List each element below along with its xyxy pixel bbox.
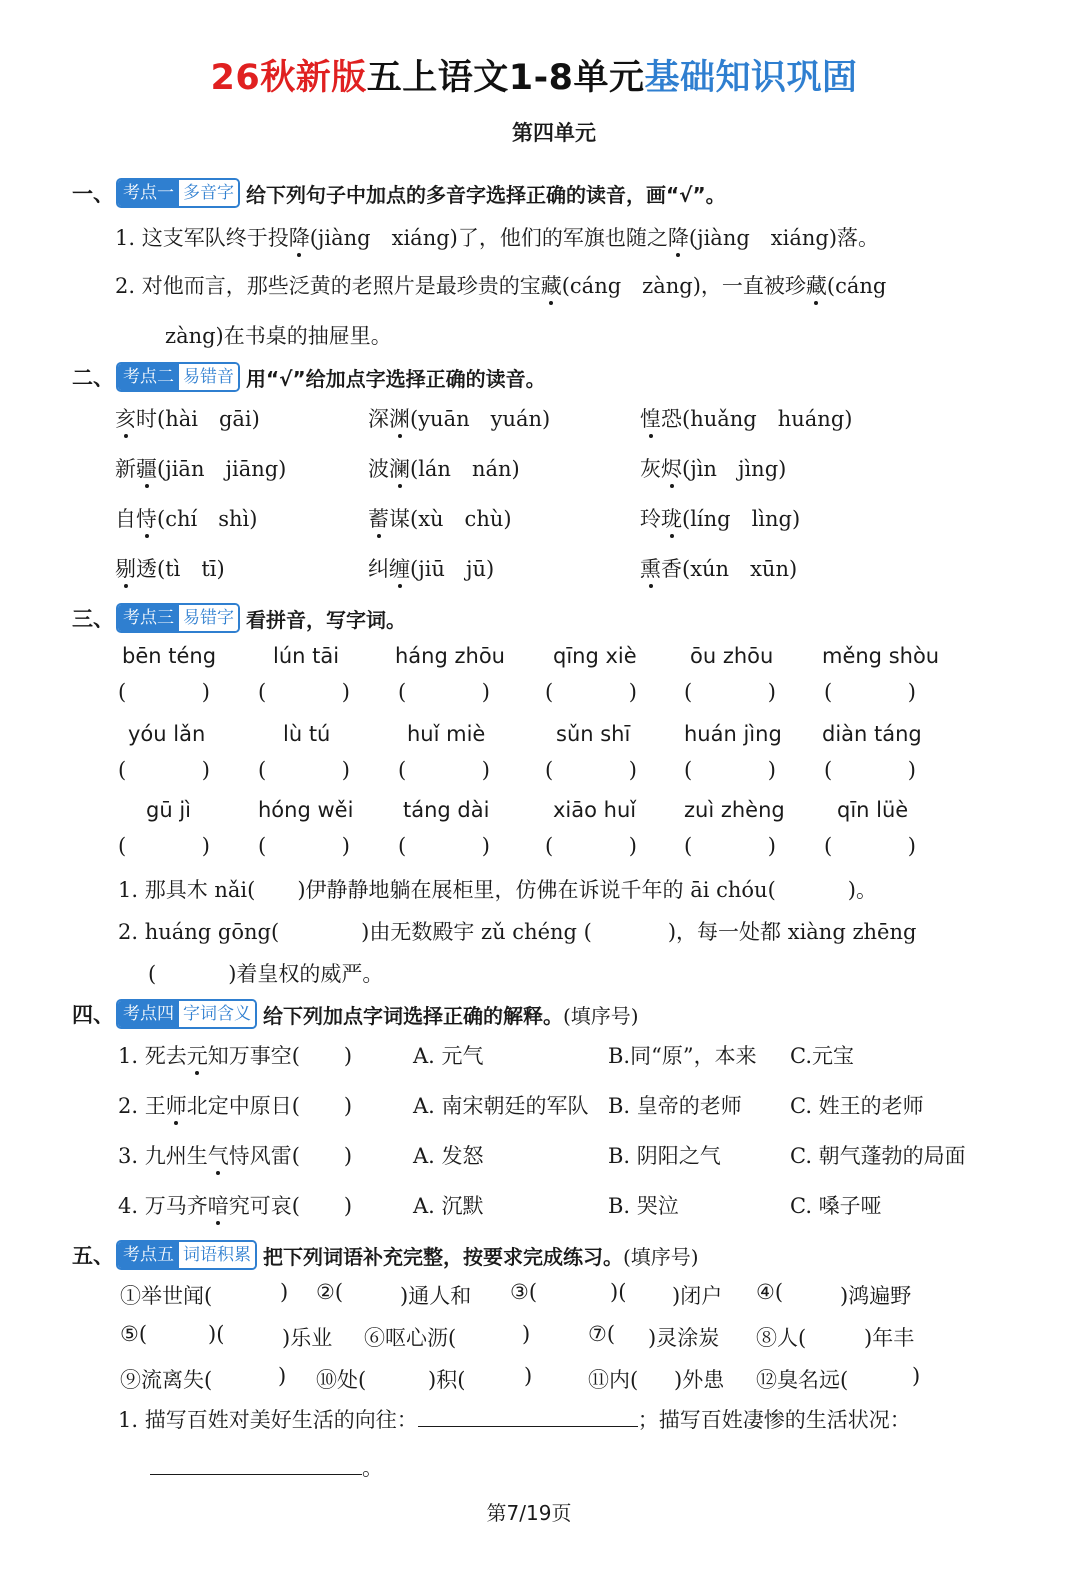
idiom-fragment: ④( bbox=[756, 1280, 784, 1304]
text: 究可哀( bbox=[228, 1194, 300, 1218]
pinyin-word: lún tāi bbox=[273, 644, 340, 668]
dotted-char: 气 bbox=[207, 1144, 229, 1168]
pronunciation-item bbox=[115, 553, 225, 583]
pronunciation-item bbox=[115, 403, 260, 433]
char: 自 bbox=[115, 507, 136, 531]
bracket-right: ) bbox=[767, 758, 776, 782]
pinyin-word: háng zhōu bbox=[395, 644, 505, 668]
pinyin-word: huán jìng bbox=[684, 722, 782, 746]
answer-box[interactable] bbox=[824, 758, 916, 788]
pinyin-word: bēn téng bbox=[122, 644, 217, 668]
pinyin-word: sǔn shī bbox=[556, 722, 631, 746]
s1-question-2-cont: zàng)在书桌的抽屉里。 bbox=[165, 324, 392, 348]
section-4-header bbox=[72, 997, 639, 1031]
idiom-fragment: ③( bbox=[510, 1280, 538, 1304]
option-a: A. 沉默 bbox=[413, 1194, 484, 1218]
section-number: 四、 bbox=[72, 1003, 114, 1027]
option-a: A. 南宋朝廷的军队 bbox=[413, 1094, 589, 1118]
bracket-left: ( bbox=[824, 834, 833, 858]
bracket-left: ( bbox=[258, 680, 267, 704]
pronunciation-item bbox=[640, 553, 797, 583]
option-a: A. 元气 bbox=[413, 1044, 484, 1068]
pinyin-word: qīn lüè bbox=[837, 798, 909, 822]
section-instruction: 用“√”给加点字选择正确的读音。 bbox=[246, 366, 546, 391]
idiom-fragment: ⑩处( bbox=[316, 1368, 367, 1392]
bracket-right: ) bbox=[201, 758, 210, 782]
page-number: 第7/19页 bbox=[486, 1501, 572, 1525]
answer-box[interactable] bbox=[118, 758, 210, 788]
bracket-right: ) bbox=[481, 680, 490, 704]
pinyin-word: xiāo huǐ bbox=[553, 798, 637, 822]
idiom-fragment: )闭户 bbox=[672, 1284, 723, 1308]
char: 波 bbox=[368, 457, 389, 481]
answer-box[interactable] bbox=[118, 834, 210, 864]
bracket-left: ( bbox=[545, 758, 554, 782]
idiom-fragment: )通人和 bbox=[400, 1284, 472, 1308]
answer-box[interactable] bbox=[258, 758, 350, 788]
pinyin-options: (jiān jiāng) bbox=[157, 457, 287, 481]
option-b: B.同“原”，本来 bbox=[608, 1044, 757, 1068]
dotted-char: 蓄 bbox=[368, 507, 389, 531]
bracket-left: ( bbox=[824, 680, 833, 704]
idiom-fragment: )年丰 bbox=[864, 1326, 915, 1350]
idiom-fragment: ⑪内( bbox=[588, 1368, 639, 1392]
pronunciation-item bbox=[640, 503, 800, 533]
section-instruction: 看拼音，写字词。 bbox=[246, 607, 406, 632]
bracket-right: ) bbox=[628, 680, 637, 704]
bracket-right: ) bbox=[907, 680, 916, 704]
text: 北定中原日( bbox=[186, 1094, 300, 1118]
dotted-char: 澜 bbox=[389, 457, 410, 481]
dotted-char: 疆 bbox=[136, 457, 157, 481]
bracket-left: ( bbox=[258, 758, 267, 782]
bracket-right: ) bbox=[628, 834, 637, 858]
dotted-char: 熏 bbox=[640, 557, 661, 581]
section-1-header bbox=[72, 176, 726, 210]
bracket-left: ( bbox=[118, 680, 127, 704]
text: 4. 万马齐 bbox=[118, 1194, 208, 1218]
pinyin-word: diàn táng bbox=[822, 722, 922, 746]
pinyin-word: hóng wěi bbox=[258, 798, 354, 822]
option-c: C. 朝气蓬勃的局面 bbox=[790, 1144, 966, 1168]
pinyin-options: (jiū jū) bbox=[410, 557, 495, 581]
pinyin-options: 恐(huǎng huáng) bbox=[661, 407, 853, 431]
meaning-question bbox=[118, 1190, 352, 1220]
idiom-fragment: )积( bbox=[428, 1368, 466, 1392]
text: ) bbox=[343, 1194, 353, 1218]
idiom-fragment: )( bbox=[610, 1280, 627, 1304]
pinyin-word: qīng xiè bbox=[553, 644, 637, 668]
bracket-right: ) bbox=[907, 758, 916, 782]
idiom-fragment: ⑥呕心沥( bbox=[364, 1326, 457, 1350]
bracket-right: ) bbox=[481, 758, 490, 782]
section-2-header bbox=[72, 360, 546, 394]
answer-blank[interactable] bbox=[418, 1426, 638, 1427]
bracket-right: ) bbox=[201, 834, 210, 858]
bracket-left: ( bbox=[118, 834, 127, 858]
dotted-char: 渊 bbox=[389, 407, 410, 431]
char: 玲 bbox=[640, 507, 661, 531]
option-c: C. 姓王的老师 bbox=[790, 1094, 924, 1118]
text: ) bbox=[343, 1094, 353, 1118]
pinyin-options: (yuān yuán) bbox=[410, 407, 551, 431]
dotted-char: 喑 bbox=[207, 1194, 229, 1218]
topic-tag: 考点三 易错字 bbox=[116, 603, 240, 633]
answer-box[interactable] bbox=[684, 834, 776, 864]
dotted-char: 师 bbox=[165, 1094, 187, 1118]
char: 深 bbox=[368, 407, 389, 431]
bracket-right: ) bbox=[767, 680, 776, 704]
pinyin-options: (jìn jìng) bbox=[682, 457, 787, 481]
bracket-right: ) bbox=[341, 680, 350, 704]
idiom-fragment: )乐业 bbox=[282, 1326, 333, 1350]
bracket-left: ( bbox=[258, 834, 267, 858]
title-edition: 26秋新版 bbox=[210, 58, 367, 98]
dotted-char: 藏 bbox=[540, 274, 562, 298]
dotted-char: 降 bbox=[288, 226, 310, 250]
pronunciation-item bbox=[368, 503, 512, 533]
pinyin-options: 时(hài gāi) bbox=[136, 407, 260, 431]
title-subject: 五上语文1-8单元 bbox=[366, 58, 645, 98]
section-number: 二、 bbox=[72, 366, 114, 390]
s3-question-2: 2. huáng gōng( )由无数殿宇 zǔ chéng ( )，每一处都 xiàng zhēng bbox=[118, 920, 917, 944]
answer-box[interactable] bbox=[118, 680, 210, 710]
idiom-fragment: )灵涂炭 bbox=[648, 1326, 720, 1350]
pronunciation-item bbox=[115, 503, 257, 533]
bracket-left: ( bbox=[398, 758, 407, 782]
idiom-fragment: ⑧人( bbox=[756, 1326, 807, 1350]
topic-tag: 考点二 易错音 bbox=[116, 362, 240, 392]
text: ) bbox=[343, 1044, 353, 1068]
answer-box[interactable] bbox=[824, 834, 916, 864]
bracket-left: ( bbox=[684, 758, 693, 782]
pinyin-word: ōu zhōu bbox=[690, 644, 774, 668]
section-instruction-note: (填序号) bbox=[563, 1003, 639, 1028]
char: 灰 bbox=[640, 457, 661, 481]
answer-box[interactable] bbox=[684, 758, 776, 788]
title-topic: 基础知识巩固 bbox=[644, 58, 858, 98]
option-b: B. 阴阳之气 bbox=[608, 1144, 721, 1168]
topic-tag: 考点五 词语积累 bbox=[116, 1240, 257, 1270]
pinyin-word: gū jì bbox=[146, 798, 191, 822]
section-instruction: 给下列加点字词选择正确的解释。 bbox=[263, 1003, 563, 1028]
section-number: 五、 bbox=[72, 1244, 114, 1268]
idiom-fragment: ) bbox=[522, 1322, 531, 1346]
s5-question-1-cont: 。 bbox=[150, 1452, 383, 1482]
pinyin-word: měng shòu bbox=[822, 644, 940, 668]
section-5-header bbox=[72, 1238, 699, 1272]
pinyin-word: zuì zhèng bbox=[684, 798, 785, 822]
text: 3. 九州生 bbox=[118, 1144, 208, 1168]
s1-question-1: 1. 这支军队终于投降(jiàng xiáng)了，他们的军旗也随之降(jiàng xiáng)落。 bbox=[115, 226, 880, 250]
text: 知万事空( bbox=[207, 1044, 300, 1068]
section-instruction: 给下列句子中加点的多音字选择正确的读音，画“√”。 bbox=[246, 182, 726, 207]
dotted-char: 藏 bbox=[805, 274, 827, 298]
char: 新 bbox=[115, 457, 136, 481]
idiom-fragment: ①举世闻( bbox=[120, 1284, 213, 1308]
text: 恃风雷( bbox=[228, 1144, 300, 1168]
idiom-fragment: ⑤( bbox=[120, 1322, 148, 1346]
topic-tag: 考点四 字词含义 bbox=[116, 999, 257, 1029]
bracket-left: ( bbox=[824, 758, 833, 782]
s1-question-2: 2. 对他而言，那些泛黄的老照片是最珍贵的宝藏(cáng zàng)，一直被珍藏(cáng bbox=[115, 274, 887, 298]
option-b: B. 哭泣 bbox=[608, 1194, 679, 1218]
page-title bbox=[0, 50, 1068, 100]
idiom-fragment: )( bbox=[208, 1322, 225, 1346]
bracket-left: ( bbox=[545, 834, 554, 858]
pronunciation-item bbox=[368, 453, 520, 483]
pinyin-options: 谋(xù chù) bbox=[389, 507, 512, 531]
pinyin-options: 透(tì tī) bbox=[136, 557, 225, 581]
char: 纠 bbox=[368, 557, 389, 581]
bracket-right: ) bbox=[907, 834, 916, 858]
answer-box[interactable] bbox=[684, 680, 776, 710]
unit-title: 第四单元 bbox=[512, 121, 596, 145]
dotted-char: 珑 bbox=[661, 507, 682, 531]
dotted-char: 惶 bbox=[640, 407, 661, 431]
meaning-question bbox=[118, 1140, 352, 1170]
pinyin-word: táng dài bbox=[403, 798, 490, 822]
answer-box[interactable] bbox=[398, 758, 490, 788]
idiom-fragment: )外患 bbox=[674, 1368, 725, 1392]
text: 1. 死去 bbox=[118, 1044, 187, 1068]
meaning-question bbox=[118, 1040, 352, 1070]
idiom-fragment: ⑦( bbox=[588, 1322, 616, 1346]
pronunciation-item bbox=[368, 553, 494, 583]
bracket-left: ( bbox=[118, 758, 127, 782]
dotted-char: 缠 bbox=[389, 557, 410, 581]
idiom-fragment: ) bbox=[280, 1280, 289, 1304]
bracket-right: ) bbox=[481, 834, 490, 858]
bracket-left: ( bbox=[684, 680, 693, 704]
s5-question-1: 1. 描写百姓对美好生活的向往： ；描写百姓凄惨的生活状况： bbox=[118, 1408, 911, 1432]
bracket-left: ( bbox=[398, 680, 407, 704]
bracket-right: ) bbox=[767, 834, 776, 858]
dotted-char: 剔 bbox=[115, 557, 136, 581]
pinyin-options: (lán nán) bbox=[410, 457, 520, 481]
bracket-right: ) bbox=[341, 758, 350, 782]
answer-box[interactable] bbox=[545, 834, 637, 864]
s3-question-2-cont: ( )着皇权的威严。 bbox=[148, 962, 384, 986]
idiom-fragment: ) bbox=[912, 1364, 921, 1388]
pinyin-word: yóu lǎn bbox=[128, 722, 206, 746]
pronunciation-item bbox=[640, 403, 852, 433]
answer-box[interactable] bbox=[258, 680, 350, 710]
section-instruction: 把下列词语补充完整，按要求完成练习。 bbox=[263, 1244, 623, 1269]
option-c: C.元宝 bbox=[790, 1044, 854, 1068]
answer-box[interactable] bbox=[545, 758, 637, 788]
s3-question-1: 1. 那具木 nǎi( )伊静静地躺在展柜里，仿佛在诉说千年的 āi chóu( )。 bbox=[118, 878, 877, 902]
idiom-fragment: ⑫臭名远( bbox=[756, 1368, 849, 1392]
section-number: 一、 bbox=[72, 182, 114, 206]
pinyin-options: 香(xún xūn) bbox=[661, 557, 798, 581]
idiom-fragment: ⑨流离失( bbox=[120, 1368, 213, 1392]
answer-box[interactable] bbox=[824, 680, 916, 710]
text: ) bbox=[343, 1144, 353, 1168]
pinyin-word: lù tú bbox=[283, 722, 331, 746]
dotted-char: 元 bbox=[186, 1044, 208, 1068]
bracket-right: ) bbox=[628, 758, 637, 782]
meaning-question bbox=[118, 1090, 352, 1120]
bracket-left: ( bbox=[398, 834, 407, 858]
dotted-char: 恃 bbox=[136, 507, 157, 531]
idiom-fragment: )鸿遍野 bbox=[840, 1284, 912, 1308]
bracket-right: ) bbox=[201, 680, 210, 704]
dotted-char: 烬 bbox=[661, 457, 682, 481]
answer-box[interactable] bbox=[545, 680, 637, 710]
option-a: A. 发怒 bbox=[413, 1144, 484, 1168]
answer-box[interactable] bbox=[398, 680, 490, 710]
pinyin-options: (líng lìng) bbox=[682, 507, 801, 531]
pronunciation-item bbox=[640, 453, 786, 483]
dotted-char: 亥 bbox=[115, 407, 136, 431]
section-3-header bbox=[72, 601, 406, 635]
pronunciation-item bbox=[115, 453, 286, 483]
bracket-left: ( bbox=[545, 680, 554, 704]
bracket-right: ) bbox=[341, 834, 350, 858]
idiom-fragment: ) bbox=[524, 1364, 533, 1388]
idiom-fragment: ②( bbox=[316, 1280, 344, 1304]
text: 2. 王 bbox=[118, 1094, 166, 1118]
answer-box[interactable] bbox=[258, 834, 350, 864]
pinyin-options: (chí shì) bbox=[157, 507, 258, 531]
section-instruction-note: (填序号) bbox=[623, 1244, 699, 1269]
section-number: 三、 bbox=[72, 607, 114, 631]
dotted-char: 降 bbox=[667, 226, 689, 250]
option-c: C. 嗓子哑 bbox=[790, 1194, 882, 1218]
option-b: B. 皇帝的老师 bbox=[608, 1094, 742, 1118]
idiom-fragment: ) bbox=[278, 1364, 287, 1388]
answer-box[interactable] bbox=[398, 834, 490, 864]
pronunciation-item bbox=[368, 403, 550, 433]
bracket-left: ( bbox=[684, 834, 693, 858]
answer-blank[interactable] bbox=[150, 1474, 362, 1475]
topic-tag: 考点一 多音字 bbox=[116, 178, 240, 208]
pinyin-word: huǐ miè bbox=[407, 722, 486, 746]
